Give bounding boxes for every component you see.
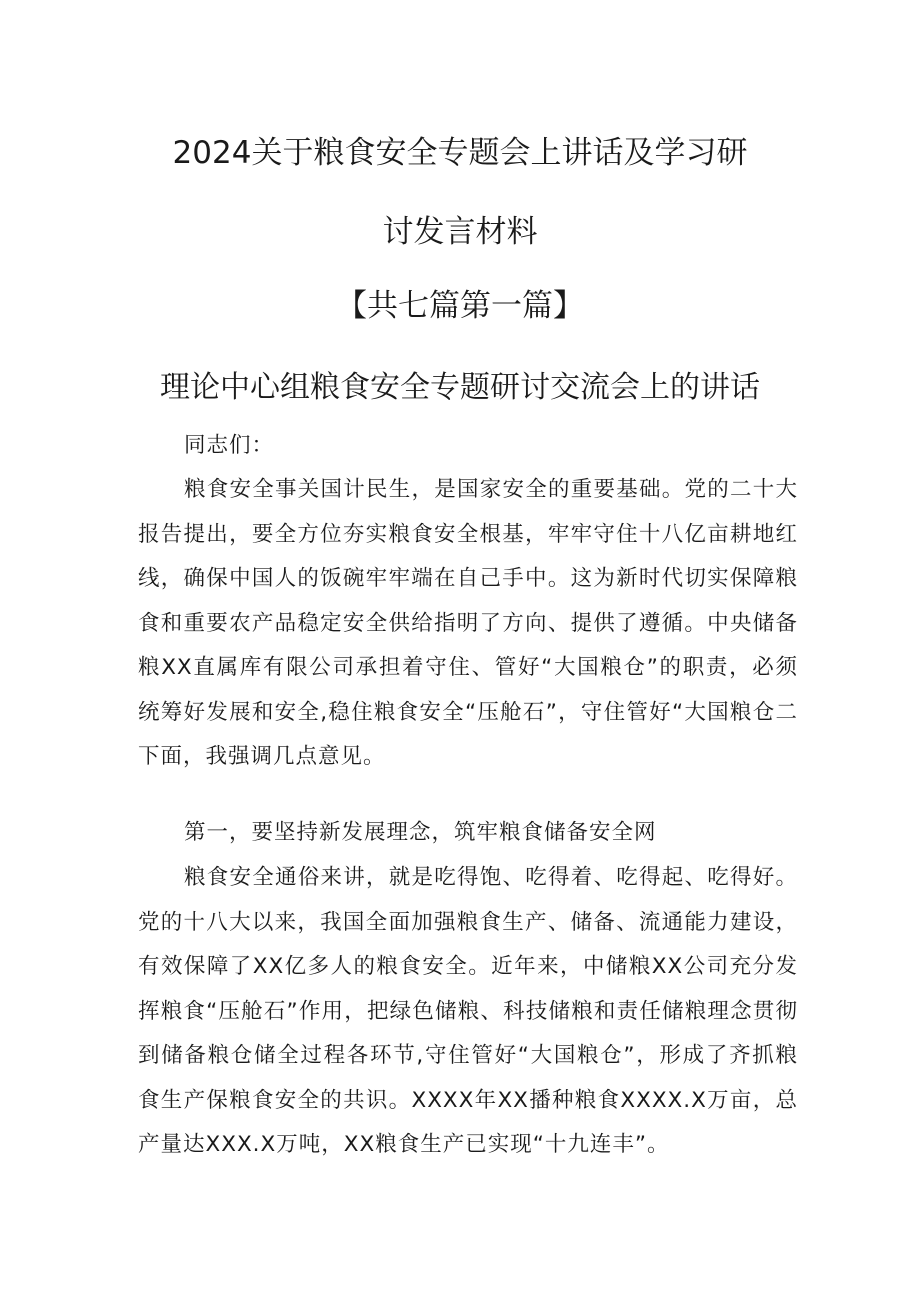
document-title-line-1: 2024关于粮食安全专题会上讲话及学习研	[172, 135, 748, 171]
body-paragraph-1: 粮食安全事关国计民生，是国家安全的重要基础。党的二十大报告提出，要全方位夯实粮食安全根基，牢牢守住十八亿亩耕地红线，确保中国人的饭碗牢牢端在自己手中。这为新时代切实保障粮食和重要农产品稳定安全供给指明了方向、提供了遵循。中央储备粮XX直属库有限公司承担着守住、管好“大国粮仓”的职责，必须统筹好发展和安全,稳住粮食安全“压舱石”，守住管好“大国粮仓二下面，我强调几点意见。	[138, 477, 798, 769]
section-heading-1: 第一，要坚持新发展理念，筑牢粮食储备安全网	[184, 820, 657, 845]
body-paragraph-2: 粮食安全通俗来讲，就是吃得饱、吃得着、吃得起、吃得好。党的十八大以来，我国全面加强粮食生产、储备、流通能力建设，有效保障了XX亿多人的粮食安全。近年来，中储粮XX公司充分发挥粮食“压舱石”作用，把绿色储粮、科技储粮和责任储粮理念贯彻到储备粮仓储全过程各环节,守住管好“大国粮仓”，形成了齐抓粮食生产保粮食安全的共识。XXXX年XX播种粮食XXXX.X万亩，总产量达XXX.X万吨，XX粮食生产已实现“十九连丰”。	[138, 865, 798, 1157]
series-label: 【共七篇第一篇】	[336, 288, 584, 324]
salutation: 同志们：	[184, 433, 275, 458]
document-title-line-2: 讨发言材料	[382, 214, 538, 250]
speech-title: 理论中心组粮食安全专题研讨交流会上的讲话	[160, 370, 760, 405]
